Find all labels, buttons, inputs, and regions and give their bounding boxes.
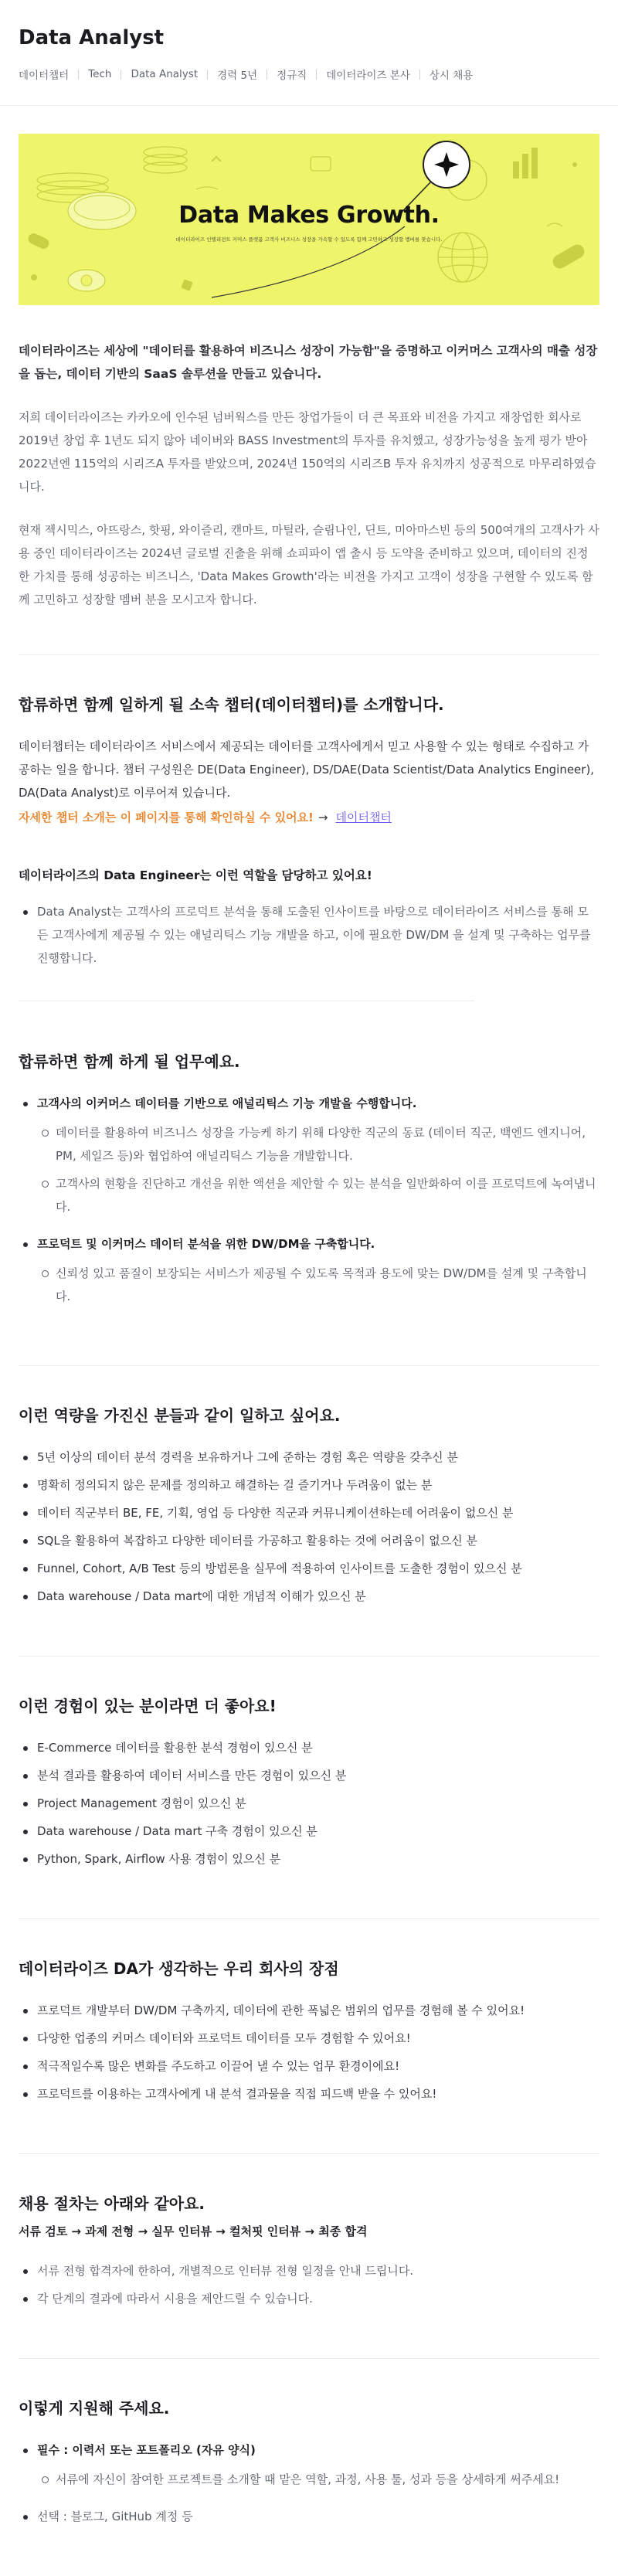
chapter-role-list [19, 900, 599, 970]
job-header [0, 0, 618, 106]
apply-sub-list [37, 2468, 599, 2491]
meta-group[interactable]: Tech [88, 68, 112, 80]
preferred-list [19, 1736, 599, 1871]
subsection-heading: 데이터라이즈의 Data Engineer는 이런 역할을 담당하고 있어요! [19, 868, 372, 882]
chapter-link-note: 자세한 챕터 소개는 이 페이지를 통해 확인하실 수 있어요! [19, 811, 314, 824]
meta-hiring-status: 상시 채용 [429, 70, 474, 82]
list-item: Data warehouse / Data mart에 대한 개념적 이해가 있으신 분 [19, 1585, 599, 1608]
sub-list-item: 데이터를 활용하여 비즈니스 성장을 가능케 하기 위해 다양한 직군의 동료 (데이터 직군, 백엔드 엔지니어, PM, 세일즈 등)와 협업하여 애널리틱스 기능을 개발합니다. [37, 1121, 599, 1167]
work-group-title: 고객사의 이커머스 데이터를 기반으로 애널리틱스 기능 개발을 수행합니다. [37, 1096, 417, 1110]
section-heading: 이런 경험이 있는 분이라면 더 좋아요! [19, 1697, 277, 1715]
chapter-link-row [19, 806, 599, 829]
list-item [19, 2438, 599, 2491]
strengths-section [0, 1919, 618, 2153]
meta-chapter[interactable]: 데이터챕터 [19, 70, 70, 82]
sub-list-item: 서류에 자신이 참여한 프로젝트를 소개할 때 맡은 역할, 과정, 사용 툴, 성과 등을 상세하게 써주세요! [37, 2468, 599, 2491]
intro-paragraph: 저희 데이터라이즈는 카카오에 인수된 넘버웍스를 만든 창업가들이 더 큰 목표와 비전을 가지고 재창업한 회사로 2019년 창업 후 1년도 되지 않아 네이버와 BASS Investment의 투자를 유치했고, 성장가능성을 높게 평가 받아 2022년엔 115억의 시리즈A 투자를 받았으며, 2024년 150억의 시리즈B 투자 유치까지 성공적으로 마무리하였습니다. [19, 410, 596, 494]
work-list [19, 1092, 599, 1308]
intro-paragraph: 현재 젝시믹스, 아뜨랑스, 핫핑, 와이즐리, 캔마트, 마틸라, 슬림나인, 딘트, 미아마스빈 등의 500여개의 고객사가 사용 중인 데이터라이즈는 2024년 글로벌 진출을 위해 쇼피파이 앱 출시 등 도약을 준비하고 있으며, 데이터의 진정한 가치를 통해 성공하는 비즈니스, 'Data Makes Growth'라는 비전을 가지고 고객이 성장을 구현할 수 있도록 함께 고민하고 성장할 멤버 분을 모시고자 합니다. [19, 523, 599, 607]
meta-divider [78, 70, 79, 80]
apply-section [0, 2359, 618, 2576]
list-item [19, 1232, 599, 1308]
list-item: 5년 이상의 데이터 분석 경력을 보유하거나 그에 준하는 경험 혹은 역량을 갖추신 분 [19, 1446, 599, 1469]
meta-location: 데이터라이즈 본사 [326, 70, 410, 82]
meta-divider [316, 70, 317, 80]
qualifications-section [0, 1366, 618, 1656]
meta-role[interactable]: Data Analyst [131, 68, 199, 80]
work-section [0, 1045, 618, 1365]
list-item: Data warehouse / Data mart 구축 경험이 있으신 분 [19, 1820, 599, 1843]
section-heading: 합류하면 함께 일하게 될 소속 챕터(데이터챕터)를 소개합니다. [19, 695, 444, 714]
list-item: 데이터 직군부터 BE, FE, 기획, 영업 등 다양한 직군과 커뮤니케이션하는데 어려움이 없으신 분 [19, 1501, 599, 1524]
list-item: 다양한 업종의 커머스 데이터와 프로덕트 데이터를 모두 경험할 수 있어요! [19, 2027, 599, 2050]
list-item: 선택 : 블로그, GitHub 계정 등 [19, 2505, 599, 2528]
list-item: 프로덕트 개발부터 DW/DM 구축까지, 데이터에 관한 폭넓은 범위의 업무를 경험해 볼 수 있어요! [19, 1999, 599, 2022]
hero-headline: Data Makes Growth. [178, 202, 440, 229]
process-section [0, 2154, 618, 2358]
section-heading: 합류하면 함께 하게 될 업무예요. [19, 1052, 240, 1071]
list-item: Python, Spark, Airflow 사용 경험이 있으신 분 [19, 1847, 599, 1871]
list-item: 분석 결과를 활용하여 데이터 서비스를 만든 경험이 있으신 분 [19, 1764, 599, 1787]
chapter-section [0, 655, 618, 1045]
sub-list-item: 신뢰성 있고 품질이 보장되는 서비스가 제공될 수 있도록 목적과 용도에 맞는 DW/DM를 설계 및 구축합니다. [37, 1262, 599, 1308]
meta-divider [419, 70, 420, 80]
process-steps: 서류 검토 → 과제 전형 → 실무 인터뷰 → 컬처핏 인터뷰 → 최종 합격 [19, 2224, 368, 2238]
process-list [19, 2259, 599, 2310]
sub-list-item: 고객사의 현황을 진단하고 개선을 위한 액션을 제안할 수 있는 분석을 일반화하여 이를 프로덕트에 녹여냅니다. [37, 1172, 599, 1218]
list-item: Data Analyst는 고객사의 프로덕트 분석을 통해 도출된 인사이트를 바탕으로 데이터라이즈 서비스를 통해 모든 고객사에게 제공될 수 있는 애널리틱스 기능 개발을 하고, 이에 필요한 DW/DM 을 설계 및 구축하는 업무를 진행합니다. [19, 900, 599, 970]
company-intro [0, 305, 618, 654]
list-item: 프로덕트를 이용하는 고객사에게 내 분석 결과물을 직접 피드백 받을 수 있어요! [19, 2082, 599, 2105]
list-item: 적극적일수록 많은 변화를 주도하고 이끌어 낼 수 있는 업무 환경이에요! [19, 2054, 599, 2078]
work-sub-list [37, 1121, 599, 1218]
list-item: 각 단계의 결과에 따라서 시용을 제안드릴 수 있습니다. [19, 2287, 599, 2310]
chapter-link[interactable]: 데이터챕터 [335, 811, 392, 824]
meta-divider [207, 70, 208, 80]
hero-banner [19, 134, 599, 305]
list-item: 명확히 정의되지 않은 문제를 정의하고 해결하는 걸 즐기거나 두려움이 없는 분 [19, 1473, 599, 1497]
chapter-description: 데이터챕터는 데이터라이즈 서비스에서 제공되는 데이터를 고객사에게서 믿고 사용할 수 있는 형태로 수집하고 가공하는 일을 합니다. 챕터 구성원은 DE(Data Engineer), DS/DAE(Data Scientist/Data Analytics Engineer), DA(Data Analyst)로 이루어져 있습니다. [19, 739, 595, 800]
list-item: SQL을 활용하여 복잡하고 다양한 데이터를 가공하고 활용하는 것에 어려움이 없으신 분 [19, 1529, 599, 1552]
list-item [19, 1092, 599, 1218]
job-title: Data Analyst [19, 26, 165, 49]
apply-required-title: 필수 : 이력서 또는 포트폴리오 (자유 양식) [37, 2443, 256, 2457]
apply-list [19, 2438, 599, 2528]
preferred-section [0, 1657, 618, 1918]
list-item: E-Commerce 데이터를 활용한 분석 경험이 있으신 분 [19, 1736, 599, 1759]
list-item: Funnel, Cohort, A/B Test 등의 방법론을 실무에 적용하여 인사이트를 도출한 경험이 있으신 분 [19, 1557, 599, 1580]
list-item: Project Management 경험이 있으신 분 [19, 1792, 599, 1815]
arrow-right-icon: → [317, 811, 328, 824]
meta-experience: 경력 5년 [217, 70, 258, 82]
section-heading: 채용 절차는 아래와 같아요. [19, 2194, 205, 2213]
job-meta-list [19, 66, 599, 82]
work-group-title: 프로덕트 및 이커머스 데이터 분석을 위한 DW/DM을 구축합니다. [37, 1237, 375, 1251]
work-sub-list [37, 1262, 599, 1308]
strengths-list [19, 1999, 599, 2105]
hero-subtext: 데이터라이즈 인텔리전트 커머스 플랫폼 고객사 비즈니스 성장을 가속할 수 있도록 함께 고민하고 성장할 멤버를 찾습니다. [175, 236, 443, 243]
list-item: 서류 전형 합격자에 한하여, 개별적으로 인터뷰 전형 일정을 안내 드립니다. [19, 2259, 599, 2282]
section-heading: 이런 역량을 가진신 분들과 같이 일하고 싶어요. [19, 1406, 341, 1425]
intro-lead: 데이터라이즈는 세상에 "데이터를 활용하여 비즈니스 성장이 가능함"을 증명하고 이커머스 고객사의 매출 성장을 돕는, 데이터 기반의 SaaS 솔루션을 만들고 있습니다. [19, 344, 598, 381]
meta-employment-type: 정규직 [277, 70, 307, 82]
qualifications-list [19, 1446, 599, 1608]
section-heading: 이렇게 지원해 주세요. [19, 2399, 170, 2418]
section-heading: 데이터라이즈 DA가 생각하는 우리 회사의 장점 [19, 1959, 339, 1978]
